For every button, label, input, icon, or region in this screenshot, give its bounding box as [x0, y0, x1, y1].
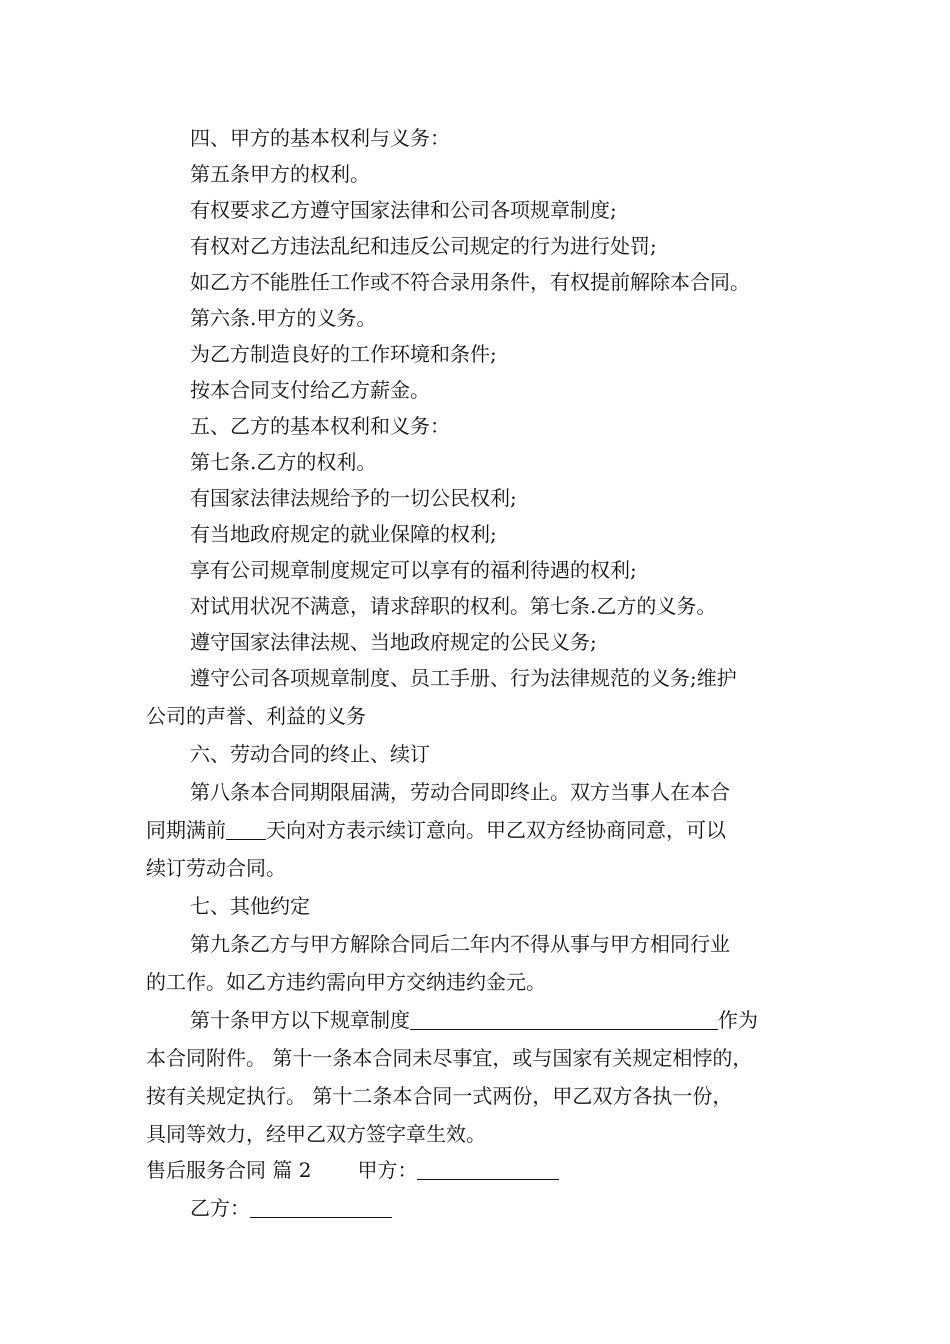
contract-title-line	[146, 1156, 559, 1184]
paragraph-line: 有权要求乙方遵守国家法律和公司各项规章制度;	[190, 198, 617, 222]
paragraph-line: 按有关规定执行。 第十二条本合同一式两份，甲乙双方各执一份，	[146, 1084, 733, 1108]
article-heading: 第六条.甲方的义务。	[190, 306, 377, 330]
article-heading: 第五条甲方的权利。	[190, 162, 370, 186]
paragraph-line: 享有公司规章制度规定可以享有的福利待遇的权利;	[190, 558, 637, 582]
party-b-line	[190, 1194, 392, 1222]
paragraph-text: 同期满前	[146, 818, 226, 842]
fill-in-blank[interactable]	[226, 819, 266, 840]
paragraph-line: 如乙方不能胜任工作或不符合录用条件，有权提前解除本合同。	[190, 270, 750, 294]
section-heading: 七、其他约定	[190, 894, 310, 918]
paragraph-line: 有国家法律法规给予的一切公民权利;	[190, 486, 517, 510]
paragraph-line: 对试用状况不满意，请求辞职的权利。第七条.乙方的义务。	[190, 594, 717, 618]
paragraph-line: 按本合同支付给乙方薪金。	[190, 378, 430, 402]
paragraph-line: 的工作。如乙方违约需向甲方交纳违约金元。	[146, 970, 546, 994]
paragraph-line-with-blank	[146, 816, 726, 844]
paragraph-line: 第九条乙方与甲方解除合同后二年内不得从事与甲方相同行业	[190, 932, 730, 956]
paragraph-line: 遵守国家法律法规、当地政府规定的公民义务;	[190, 630, 597, 654]
party-b-blank[interactable]	[250, 1197, 392, 1218]
paragraph-line: 公司的声誉、利益的义务	[146, 704, 366, 728]
paragraph-line: 续订劳动合同。	[146, 856, 286, 880]
party-a-label: 甲方：	[357, 1158, 418, 1182]
paragraph-line: 本合同附件。 第十一条本合同未尽事宜，或与国家有关规定相悖的，	[146, 1046, 753, 1070]
paragraph-text: 第十条甲方以下规章制度	[190, 1008, 410, 1032]
paragraph-line: 有当地政府规定的就业保障的权利;	[190, 522, 497, 546]
paragraph-line: 有权对乙方违法乱纪和违反公司规定的行为进行处罚;	[190, 234, 657, 258]
paragraph-line: 具同等效力，经甲乙双方签字章生效。	[146, 1122, 486, 1146]
section-heading: 六、劳动合同的终止、续订	[190, 742, 430, 766]
party-b-label: 乙方：	[190, 1196, 250, 1220]
paragraph-line: 第八条本合同期限届满，劳动合同即终止。双方当事人在本合	[190, 780, 730, 804]
section-heading: 五、乙方的基本权利和义务：	[190, 414, 450, 438]
contract-title: 售后服务合同 篇 2	[146, 1158, 312, 1182]
paragraph-text: 作为	[718, 1008, 758, 1032]
fill-in-blank[interactable]	[410, 1009, 718, 1030]
paragraph-line: 为乙方制造良好的工作环境和条件;	[190, 342, 497, 366]
party-a-blank[interactable]	[417, 1159, 559, 1180]
paragraph-line: 遵守公司各项规章制度、员工手册、行为法律规范的义务;维护	[190, 666, 737, 690]
article-heading: 第七条.乙方的权利。	[190, 450, 377, 474]
section-heading: 四、甲方的基本权利与义务：	[190, 126, 450, 150]
paragraph-text: 天向对方表示续订意向。甲乙双方经协商同意，可以	[266, 818, 726, 842]
paragraph-line-with-blank	[190, 1006, 758, 1034]
